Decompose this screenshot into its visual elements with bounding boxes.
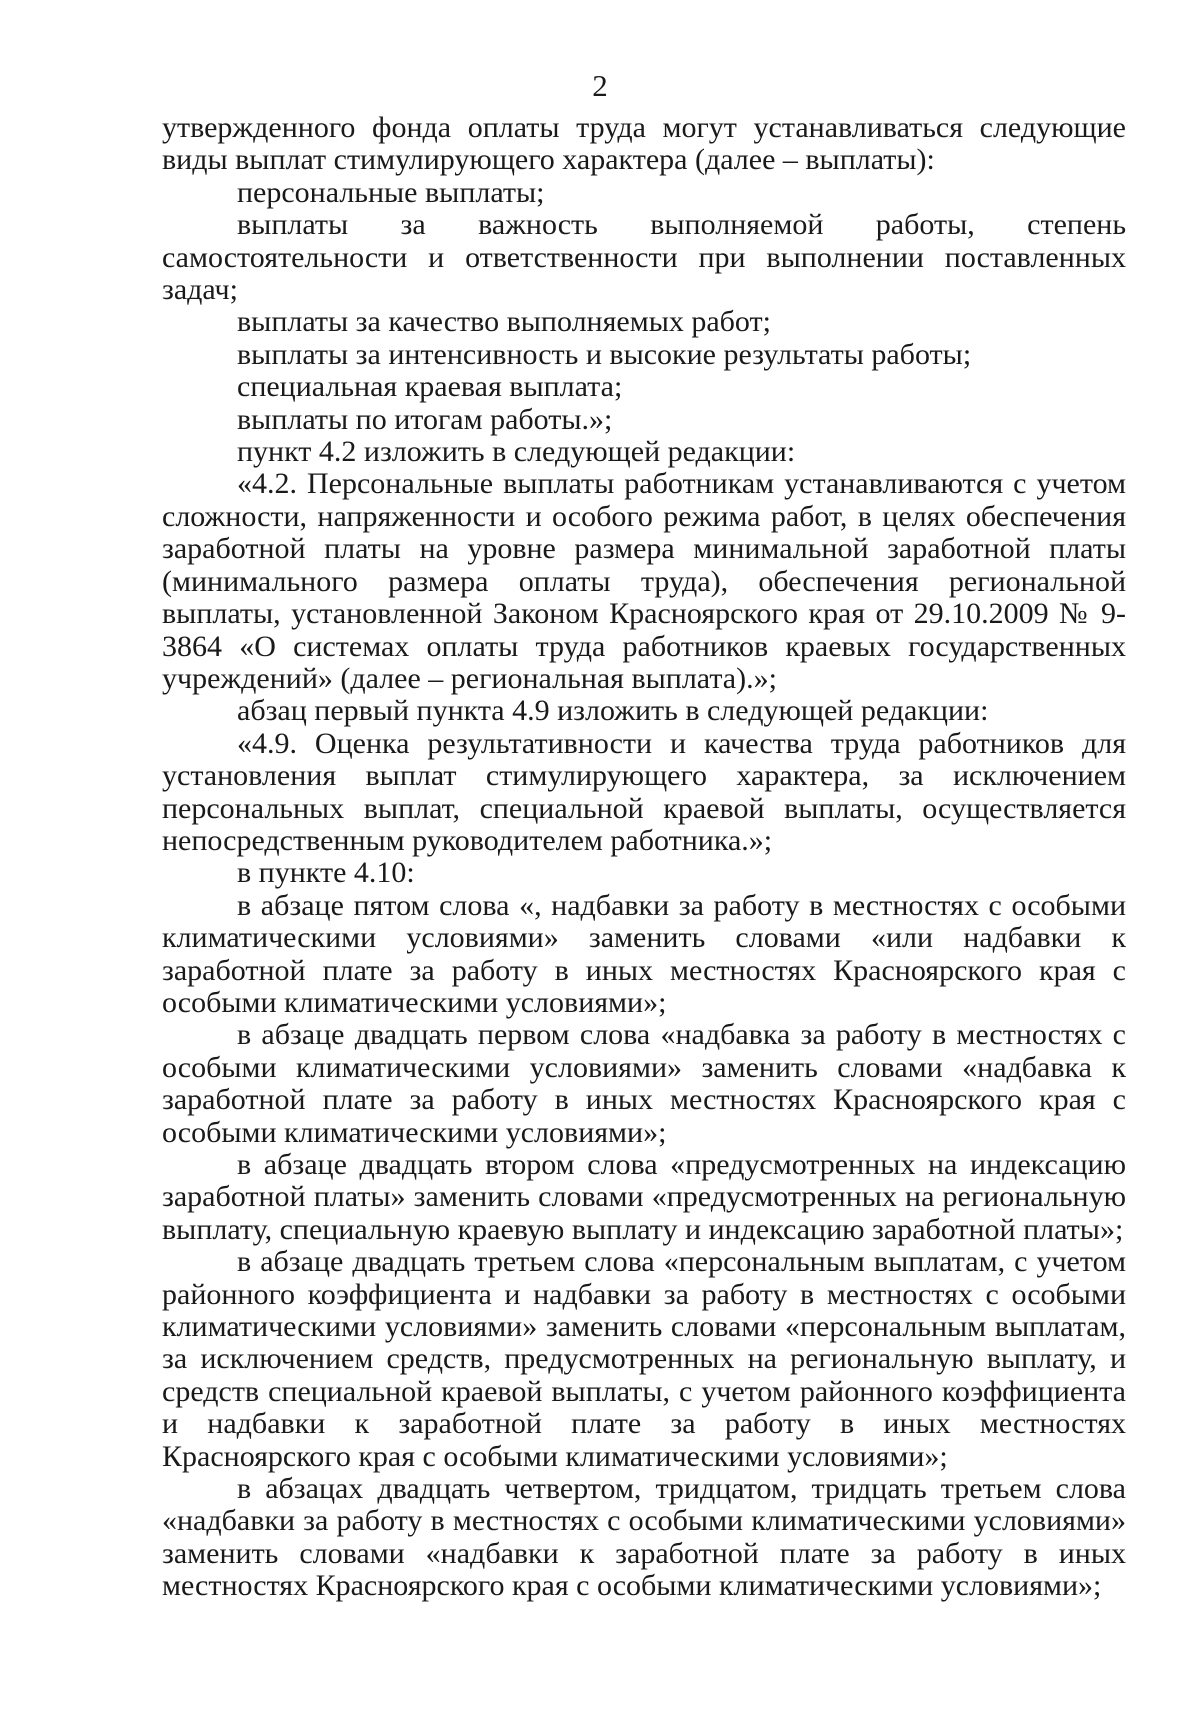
list-item: специальная краевая выплата; (237, 370, 623, 404)
paragraph: в абзаце двадцать втором слова «предусмотренных на индексацию заработной платы» заменить словами «предусмотренных на региональную выплату, специальную краевую выплату и индексацию заработной платы»; (162, 1148, 1126, 1246)
paragraph: пункт 4.2 изложить в следующей редакции: (237, 435, 796, 469)
paragraph: в абзаце двадцать первом слова «надбавка за работу в местностях с особыми климатическими условиями» заменить словами «надбавка к заработной плате за работу в иных местностях Красноярского края с особыми климатическими условиями»; (162, 1018, 1126, 1149)
list-item: персональные выплаты; (237, 175, 545, 209)
paragraph: в пункте 4.10: (237, 856, 415, 890)
paragraph: в абзацах двадцать четвертом, тридцатом, тридцать третьем слова «надбавки за работу в местностях с особыми климатическими условиями» заменить словами «надбавки к заработной плате за работу в иных местностях Красноярского края с особыми климатическими условиями»; (162, 1472, 1126, 1603)
list-item: выплаты за важность выполняемой работы, степень самостоятельности и ответственности при выполнении поставленных задач; (162, 208, 1126, 307)
list-item: выплаты за интенсивность и высокие результаты работы; (237, 337, 972, 371)
paragraph: утвержденного фонда оплаты труда могут устанавливаться следующие виды выплат стимулирующего характера (далее – выплаты): (162, 111, 1126, 177)
paragraph: «4.2. Персональные выплаты работникам устанавливаются с учетом сложности, напряженности и особого режима работ, в целях обеспечения заработной платы на уровне размера минимальной заработной платы (минимального размера оплаты труда), обеспечения региональной выплаты, установленной Законом Красноярского края от 29.10.2009 № 9-3864 «О системах оплаты труда работников краевых государственных учреждений» (далее – региональная выплата).»; (162, 467, 1126, 695)
list-item: выплаты по итогам работы.»; (237, 402, 613, 436)
paragraph: «4.9. Оценка результативности и качества труда работников для установления выплат стимулирующего характера, за исключением персональных выплат, специальной краевой выплаты, осуществляется непосредственным руководителем работника.»; (162, 726, 1126, 857)
paragraph: в абзаце двадцать третьем слова «персональным выплатам, с учетом районного коэффициента и надбавки за работу в местностях с особыми климатическими условиями» заменить словами «персональным выплатам, за исключением средств, предусмотренных на региональную выплату, и средств специальной краевой выплаты, с учетом районного коэффициента и надбавки к заработной плате за работу в иных местностях Красноярского края с особыми климатическими условиями»; (162, 1245, 1126, 1473)
paragraph: абзац первый пункта 4.9 изложить в следующей редакции: (237, 694, 989, 728)
document-body (162, 112, 1126, 1603)
paragraph: в абзаце пятом слова «, надбавки за работу в местностях с особыми климатическими условиями» заменить словами «или надбавки к заработной плате за работу в иных местностях Красноярского края с особыми климатическими условиями»; (162, 888, 1126, 1019)
page-number: 2 (592, 68, 608, 103)
list-item: выплаты за качество выполняемых работ; (237, 305, 771, 339)
